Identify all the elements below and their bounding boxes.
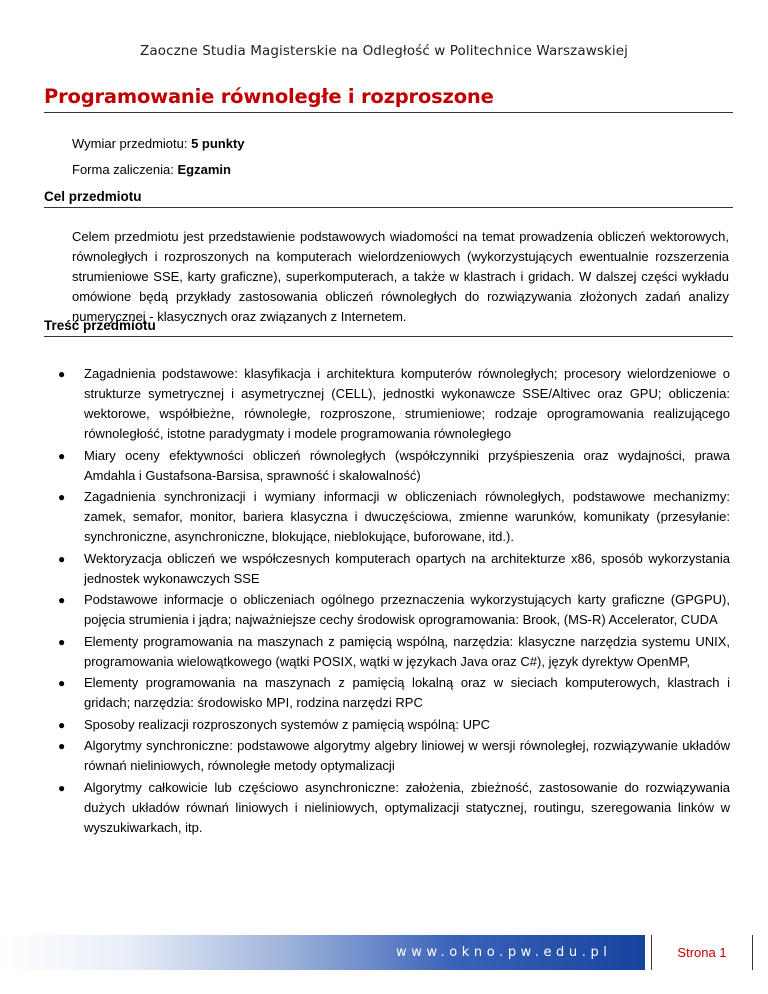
assessment-label: Forma zaliczenia:	[72, 162, 178, 177]
list-item-text: Algorytmy całkowicie lub częściowo asynchroniczne: założenia, zbieżność, zastosowanie do rozwiązywania dużych układów równań liniowych i nieliniowych, optymalizacji statycznej, routingu, szeregowania linków w wyszukiwarkach, itp.	[84, 779, 730, 835]
bullet-icon: ●	[58, 448, 66, 463]
list-item	[58, 364, 730, 444]
content-list	[58, 364, 730, 839]
list-item	[58, 632, 730, 672]
list-item	[58, 715, 730, 735]
title-block	[44, 85, 733, 113]
list-item-text: Elementy programowania na maszynach z pamięcią lokalną oraz w sieciach komputerowych, klastrach i gridach; narzędzia: środowisko MPI, rodzina narzędzi RPC	[84, 675, 730, 710]
footer-page-box	[645, 935, 768, 970]
course-assessment	[72, 162, 231, 177]
list-item	[58, 590, 730, 630]
list-item	[58, 778, 730, 838]
course-dimension	[72, 136, 245, 151]
page-header: Zaoczne Studia Magisterskie na Odległość w Politechnice Warszawskiej	[139, 43, 628, 59]
list-item-text: Podstawowe informacje o obliczeniach ogólnego przeznaczenia wykorzystujących karty graficzne (GPGPU), pojęcia strumienia i jądra; najważniejsze cechy środowisk oprogramowania: Brook, (MS-R) Accelerator, CUDA	[84, 592, 730, 627]
assessment-value: Egzamin	[177, 162, 231, 177]
content-section-header	[44, 318, 733, 337]
page-number: Strona 1	[651, 935, 753, 970]
footer-url: www.okno.pw.edu.pl	[396, 945, 612, 960]
list-item	[58, 446, 730, 486]
list-item-text: Elementy programowania na maszynach z pamięcią wspólną, narzędzia: klasyczne narzędzia systemu UNIX, programowania wielowątkowego (wątki POSIX, wątki w językach Java oraz C#), język dyrektyw OpenMP,	[84, 633, 730, 669]
bullet-icon: ●	[58, 676, 66, 690]
bullet-icon: ●	[58, 551, 66, 566]
bullet-icon: ●	[58, 717, 66, 732]
bullet-icon: ●	[58, 593, 66, 607]
bullet-icon: ●	[58, 367, 66, 381]
bullet-icon: ●	[58, 490, 66, 504]
page-footer	[0, 935, 768, 970]
goal-section-header	[44, 189, 733, 208]
bullet-icon: ●	[58, 634, 66, 649]
goal-section-title: Cel przedmiotu	[44, 189, 142, 204]
list-item	[58, 487, 730, 547]
bullet-icon: ●	[58, 780, 66, 795]
list-item-text: Wektoryzacja obliczeń we współczesnych komputerach opartych na architekturze x86, sposób wykorzystania jednostek wykonawczych SSE	[84, 550, 730, 586]
dimension-value: 5 punkty	[191, 136, 245, 151]
list-item-text: Miary oceny efektywności obliczeń równoległych (współczynniki przyśpieszenia oraz wydajności, prawa Amdahla i Gustafsona-Barsisa, sprawność i skalowalność)	[84, 447, 730, 483]
list-item	[58, 736, 730, 776]
content-section-title: Treść przedmiotu	[44, 318, 156, 333]
course-title: Programowanie równoległe i rozproszone	[44, 85, 494, 108]
list-item	[58, 549, 730, 589]
bullet-icon: ●	[58, 739, 66, 753]
list-item-text: Algorytmy synchroniczne: podstawowe algorytmy algebry liniowej w wersji równoległej, rozwiązywanie układów równań nieliniowych, równoległe metody optymalizacji	[84, 738, 730, 773]
list-item-text: Sposoby realizacji rozproszonych systemów z pamięcią wspólną: UPC	[84, 716, 491, 732]
dimension-label: Wymiar przedmiotu:	[72, 136, 192, 151]
list-item-text: Zagadnienia podstawowe: klasyfikacja i architektura komputerów równoległych; procesory wielordzeniowe o strukturze symetrycznej i asymetrycznej (CELL), jednostki wykonawcze SSE/Altivec oraz GPU; obliczenia: wektorowe, współbieżne, równoległe, rozproszone, strumieniowe; rodzaje oprogramowania realizującego równoległość, istotne paradygmaty i modele programowania równoległego	[84, 366, 730, 441]
goal-paragraph: Celem przedmiotu jest przedstawienie podstawowych wiadomości na temat prowadzenia obliczeń wektorowych, równoległych i rozproszonych na komputerach wielordzeniowych (wykorzystujących ewentualnie rozszerzenia strumieniowe SSE, karty graficzne), superkomputerach, a także w klastrach i gridach. W dalszej części wykładu omówione będą przykłady zastosowania obliczeń równoległych do rozwiązywania złożonych zadań analizy numerycznej - klasycznych oraz związanych z Internetem.	[72, 229, 729, 324]
list-item	[58, 673, 730, 713]
list-item-text: Zagadnienia synchronizacji i wymiany informacji w obliczeniach równoległych, podstawowe mechanizmy: zamek, semafor, monitor, bariera klasyczna i dwuczęściowa, zmienne warunków, komunikaty (przesyłanie: synchroniczne, asynchroniczne, blokujące, nieblokujące, buforowane, itd.).	[84, 489, 730, 544]
